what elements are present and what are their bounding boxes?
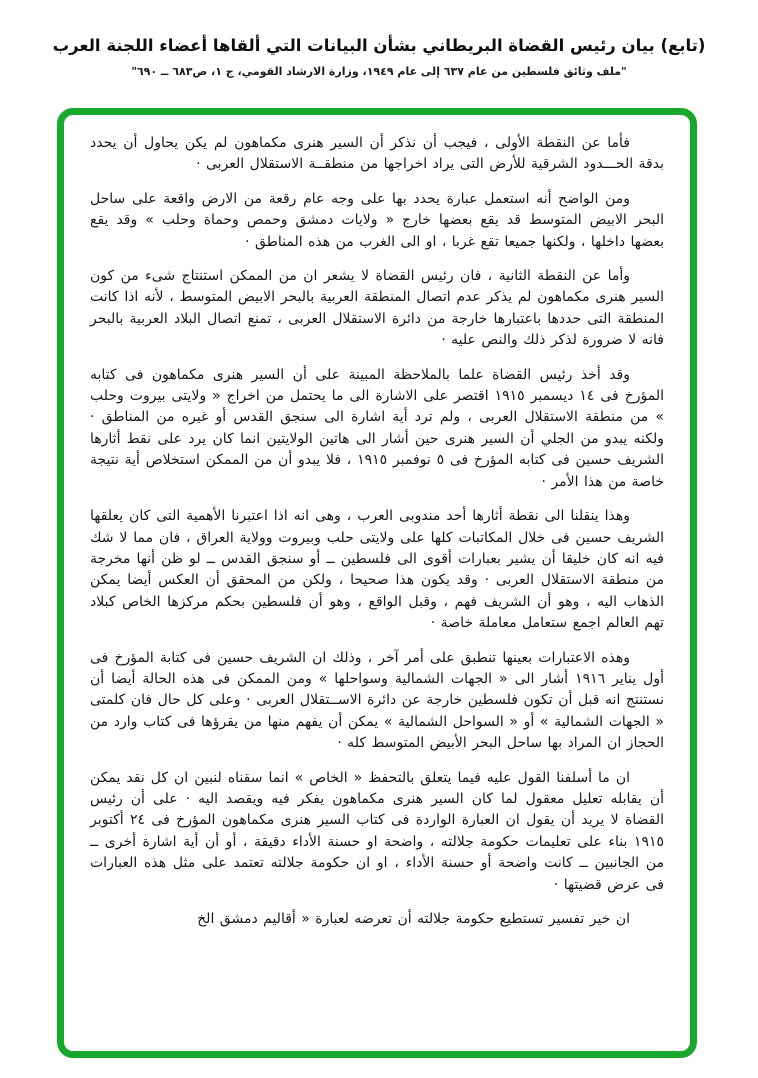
paragraph-point-two: وأما عن النقطة الثانية ، فان رئيس القضاة لا يشعر ان من الممكن استنتاج شىء من كون السير هنرى مكماهون لم يذكر عدم اتصال المنطقة العربية بالبحر الابيض المتوسط ، لأنه اذا كانت المنطقة التى حددها باعتبارها خارجة من دائرة الاستقلال العربى ، تمنع اتصال البلاد العربية بالبحر فانه لا ضرورة لذكر ذلك والنص عليه · xyxy=(90,268,664,349)
paragraph-delegate-point: وهذا ينقلنا الى نقطة أثارها أحد مندوبى العرب ، وهى انه اذا اعتبرنا الأهمية التى كان يعلقها الشريف حسين فى خلال المكاتبات كلها على ولايتى حلب وبيروت وولاية العراق ، فان مما لا شك فيه انه كان خليقا أن يشير بعبارات أقوى الى فلسطين ــ أو سنجق القدس ــ لو ظن أنها مخرجة من منطقة الاستقلال العربى · وقد يكون هذا صحيحا ، ولكن من المحقق أن العكس أيضا يمكن الذهاب اليه ، وهو أن الشريف فهم ، وقبل الواقع ، وهو أن فلسطين بحكم مركزها الخاص كبلاد تهم العالم اجمع ستعامل معاملة خاصة · xyxy=(90,508,664,632)
paragraph-january-letter: وهذه الاعتبارات بعينها تنطبق على أمر آخر ، وذلك ان الشريف حسين فى كتابة المؤرخ فى أول يناير ١٩١٦ أشار الى « الجهات الشمالية وسواحلها » ومن الممكن فى هذه الحالة أيضا أن نستنتج انه قبل أن تكون فلسطين خارجة عن دائرة الاســتقلال العربى · وعلى كل حال فان كلمتى « الجهات الشمالية » أو « السواحل الشمالية » يمكن أن يفهم منها من يقرؤها فى كتاب وارد من الحجاز ان المراد بها ساحل البحر الأبيض المتوسط كله · xyxy=(90,649,664,752)
paragraph-expression-used: ومن الواضح أنه استعمل عبارة يحدد بها على وجه عام رقعة من الارض واقعة على ساحل البحر الابيض المتوسط قد يقع بعضها خارج « ولايات دمشق وحمص وحماة وحلب » وقد يقع بعضها داخلها ، ولكنها جميعا تقع غربا ، او الى الغرب من هذه المناطق · xyxy=(90,190,664,250)
paragraph-final-cutoff: ان خير تفسير تستطيع حكومة جلالته أن تعرضه لعبارة « أقاليم دمشق الخ xyxy=(197,911,630,927)
paragraph-point-one: فأما عن النقطة الأولى ، فيجب أن نذكر أن السير هنرى مكماهون لم يكن يحاول أن يحدد بدقة الحـــدود الشرقية للأرض التى يراد اخراجها من منطقــة الاستقلال العربى · xyxy=(90,135,664,173)
paragraph-reservation: ان ما أسلفنا القول عليه فيما يتعلق بالتحفظ « الخاص » انما سقناه لنبين ان كل نقد يمكن أن يقابله تعليل معقول لما كان السير هنرى مكماهون يفكر فيه ويقصد اليه · على أن رئيس القضاة لا يريد أن يقول ان العبارة الواردة فى كتاب السير هنرى مكماهون المؤرخ فى ٢٤ أكتوبر ١٩١٥ بناء على تعليمات حكومة جلالته ، واضحة او حسنة الأداء دقيقة ، أو أن أية اشارة أخرى ــ من الجانبين ــ كانت واضحة أو حسنة الأداء ، او ان حكومة جلالته تعتمد على مثل هذه العبارات فى عرض قضيتها · xyxy=(90,769,664,893)
paragraph-december-letter: وقد أخذ رئيس القضاة علما بالملاحظة المبينة على أن السير هنرى مكماهون فى كتابه المؤرخ فى ١٤ ديسمبر ١٩١٥ اقتصر على الاشارة الى ما يحتمل من اخراج « ولايتى بيروت وحلب » من منطقة الاستقلال العربى ، ولم ترد أية اشارة الى سنجق القدس أو غيره من المناطق · ولكنه يبدو من الجلي أن السير هنرى حين أشار الى هاتين الولايتين انما كان يرد على نقط أثارها الشريف حسين فى كتابه المؤرخ فى ٥ نوفمبر ١٩١٥ ، فلا يبدو أن من الممكن استخلاص أية نتيجة خاصة من هذا الأمر · xyxy=(90,366,665,490)
document-header xyxy=(0,36,758,78)
source-citation-line: "ملف وثائق فلسطين من عام ٦٣٧ إلى عام ١٩٤٩، وزارة الارشاد القومي، ج ١، ص٦٨٣ ــ ٦٩٠" xyxy=(131,65,627,78)
page-title: (تابع) بيان رئيس القضاة البريطاني بشأن البيانات التي ألقاها أعضاء اللجنة العرب xyxy=(52,36,706,55)
document-body-text xyxy=(64,115,690,940)
green-border-frame xyxy=(57,108,697,1058)
